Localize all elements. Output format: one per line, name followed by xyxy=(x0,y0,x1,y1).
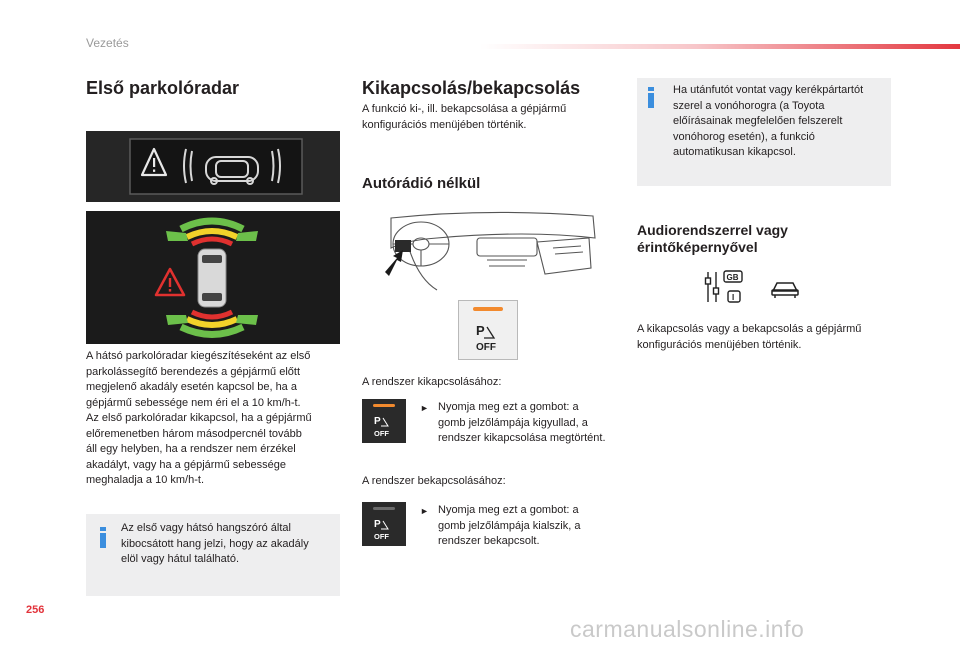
parking-sensor-icon xyxy=(362,399,406,443)
button-off-label: OFF xyxy=(476,342,496,353)
text-line: parkolássegítő berendezés a gépjármű előtt xyxy=(86,365,301,378)
middle-title: Kikapcsolás/bekapcsolás xyxy=(362,78,581,98)
bullet-marker: ► xyxy=(420,506,429,516)
front-radar-display-image xyxy=(86,131,340,202)
text-line: A funkció ki-, ill. bekapcsolása a gépjármű xyxy=(362,103,567,115)
button-p-label: P xyxy=(374,416,381,427)
i-label: I xyxy=(732,293,735,302)
text-line: A kikapcsolás vagy a bekapcsolás a gépjármű xyxy=(637,323,862,335)
button-p-label: P xyxy=(374,519,381,530)
settings-sliders-icon xyxy=(704,270,744,304)
button-off-label: OFF xyxy=(374,429,389,438)
text-line: Ha utánfutót vontat vagy kerékpártartót xyxy=(673,84,864,96)
button-p-label: P xyxy=(476,323,485,338)
front-radar-display-graphic xyxy=(86,131,340,202)
left-title: Első parkolóradar xyxy=(86,78,240,98)
watermark: carmanualsonline.info xyxy=(570,616,805,642)
text-line: gépjármű sebessége nem éri el a 10 km/h-t. xyxy=(86,396,301,409)
disable-step-text xyxy=(438,400,618,447)
left-info-text xyxy=(121,521,336,568)
right-body-text xyxy=(637,322,897,353)
text-line: vonóhorog esetén), a funkció xyxy=(673,130,815,143)
car-top-view-icon xyxy=(198,249,226,307)
bullet-marker: ► xyxy=(420,403,429,413)
dashboard-illustration xyxy=(377,208,599,296)
text-line: Nyomja meg ezt a gombot: a xyxy=(438,401,579,413)
gb-label: GB xyxy=(726,273,739,282)
text-line: meghaladja a 10 km/h-t. xyxy=(86,474,205,486)
text-line: elöl vagy hátul található. xyxy=(121,553,240,565)
text-line: gomb jelzőlámpája kigyullad, a xyxy=(438,416,588,429)
left-info-box xyxy=(86,514,340,596)
arrow-indicator xyxy=(385,250,403,276)
text-line: előremenetben három másodpercnél tovább xyxy=(86,427,302,440)
right-info-text xyxy=(673,83,887,161)
text-line: Az első vagy hátsó hangszóró által xyxy=(121,522,291,534)
right-title-line: érintőképernyővel xyxy=(637,239,758,255)
text-line: előírásainak megfelelően felszerelt xyxy=(673,115,843,127)
text-line: akadályt, vagy ha a gépjármű sebessége xyxy=(86,458,286,471)
car-icon xyxy=(770,278,800,300)
text-line: Az első parkolóradar kikapcsol, ha a gépjármű xyxy=(86,412,312,424)
right-title xyxy=(637,222,788,256)
left-body-text xyxy=(86,349,344,489)
dashboard-line-drawing xyxy=(377,208,599,296)
right-info-box xyxy=(637,78,891,186)
enable-step-text xyxy=(438,503,618,550)
text-line: automatikusan kikapcsol. xyxy=(673,146,796,158)
header-accent-line xyxy=(480,44,960,49)
text-line: megjelenő akadály esetén kapcsol be, ha a xyxy=(86,381,297,393)
right-title-line: Audiorendszerrel vagy xyxy=(637,222,788,238)
middle-subtitle: Autórádió nélkül xyxy=(362,175,481,192)
info-icon xyxy=(100,527,106,548)
text-line: konfigurációs menüjében történik. xyxy=(637,338,802,351)
text-line: kibocsátott hang jelzi, hogy az akadály xyxy=(121,537,309,550)
parking-sensor-icon xyxy=(362,502,406,546)
text-line: konfigurációs menüjében történik. xyxy=(362,118,527,131)
button-off-label: OFF xyxy=(374,532,389,541)
text-line: rendszer bekapcsolt. xyxy=(438,535,540,547)
park-sensor-button-small-image xyxy=(362,399,406,443)
text-line: szerel a vonóhorogra (a Toyota xyxy=(673,99,825,112)
text-line: rendszer kikapcsolása megtörtént. xyxy=(438,432,606,444)
text-line: Nyomja meg ezt a gombot: a xyxy=(438,504,579,516)
parking-sensor-graphic xyxy=(86,211,340,344)
info-icon xyxy=(648,87,654,108)
text-line: A hátsó parkolóradar kiegészítéseként az első xyxy=(86,350,311,362)
section-label: Vezetés xyxy=(86,36,129,50)
park-sensor-off-button-image xyxy=(458,300,518,360)
disable-heading: A rendszer kikapcsolásához: xyxy=(362,376,502,388)
text-line: gomb jelzőlámpája kialszik, a xyxy=(438,519,581,532)
park-sensor-button-small-image xyxy=(362,502,406,546)
enable-heading: A rendszer bekapcsolásához: xyxy=(362,475,506,487)
parking-sensor-image xyxy=(86,211,340,344)
text-line: áll egy helyben, ha a rendszer nem érzékel xyxy=(86,443,296,455)
middle-intro xyxy=(362,102,622,133)
parking-sensor-icon xyxy=(459,301,517,359)
page-number: 256 xyxy=(26,604,45,616)
